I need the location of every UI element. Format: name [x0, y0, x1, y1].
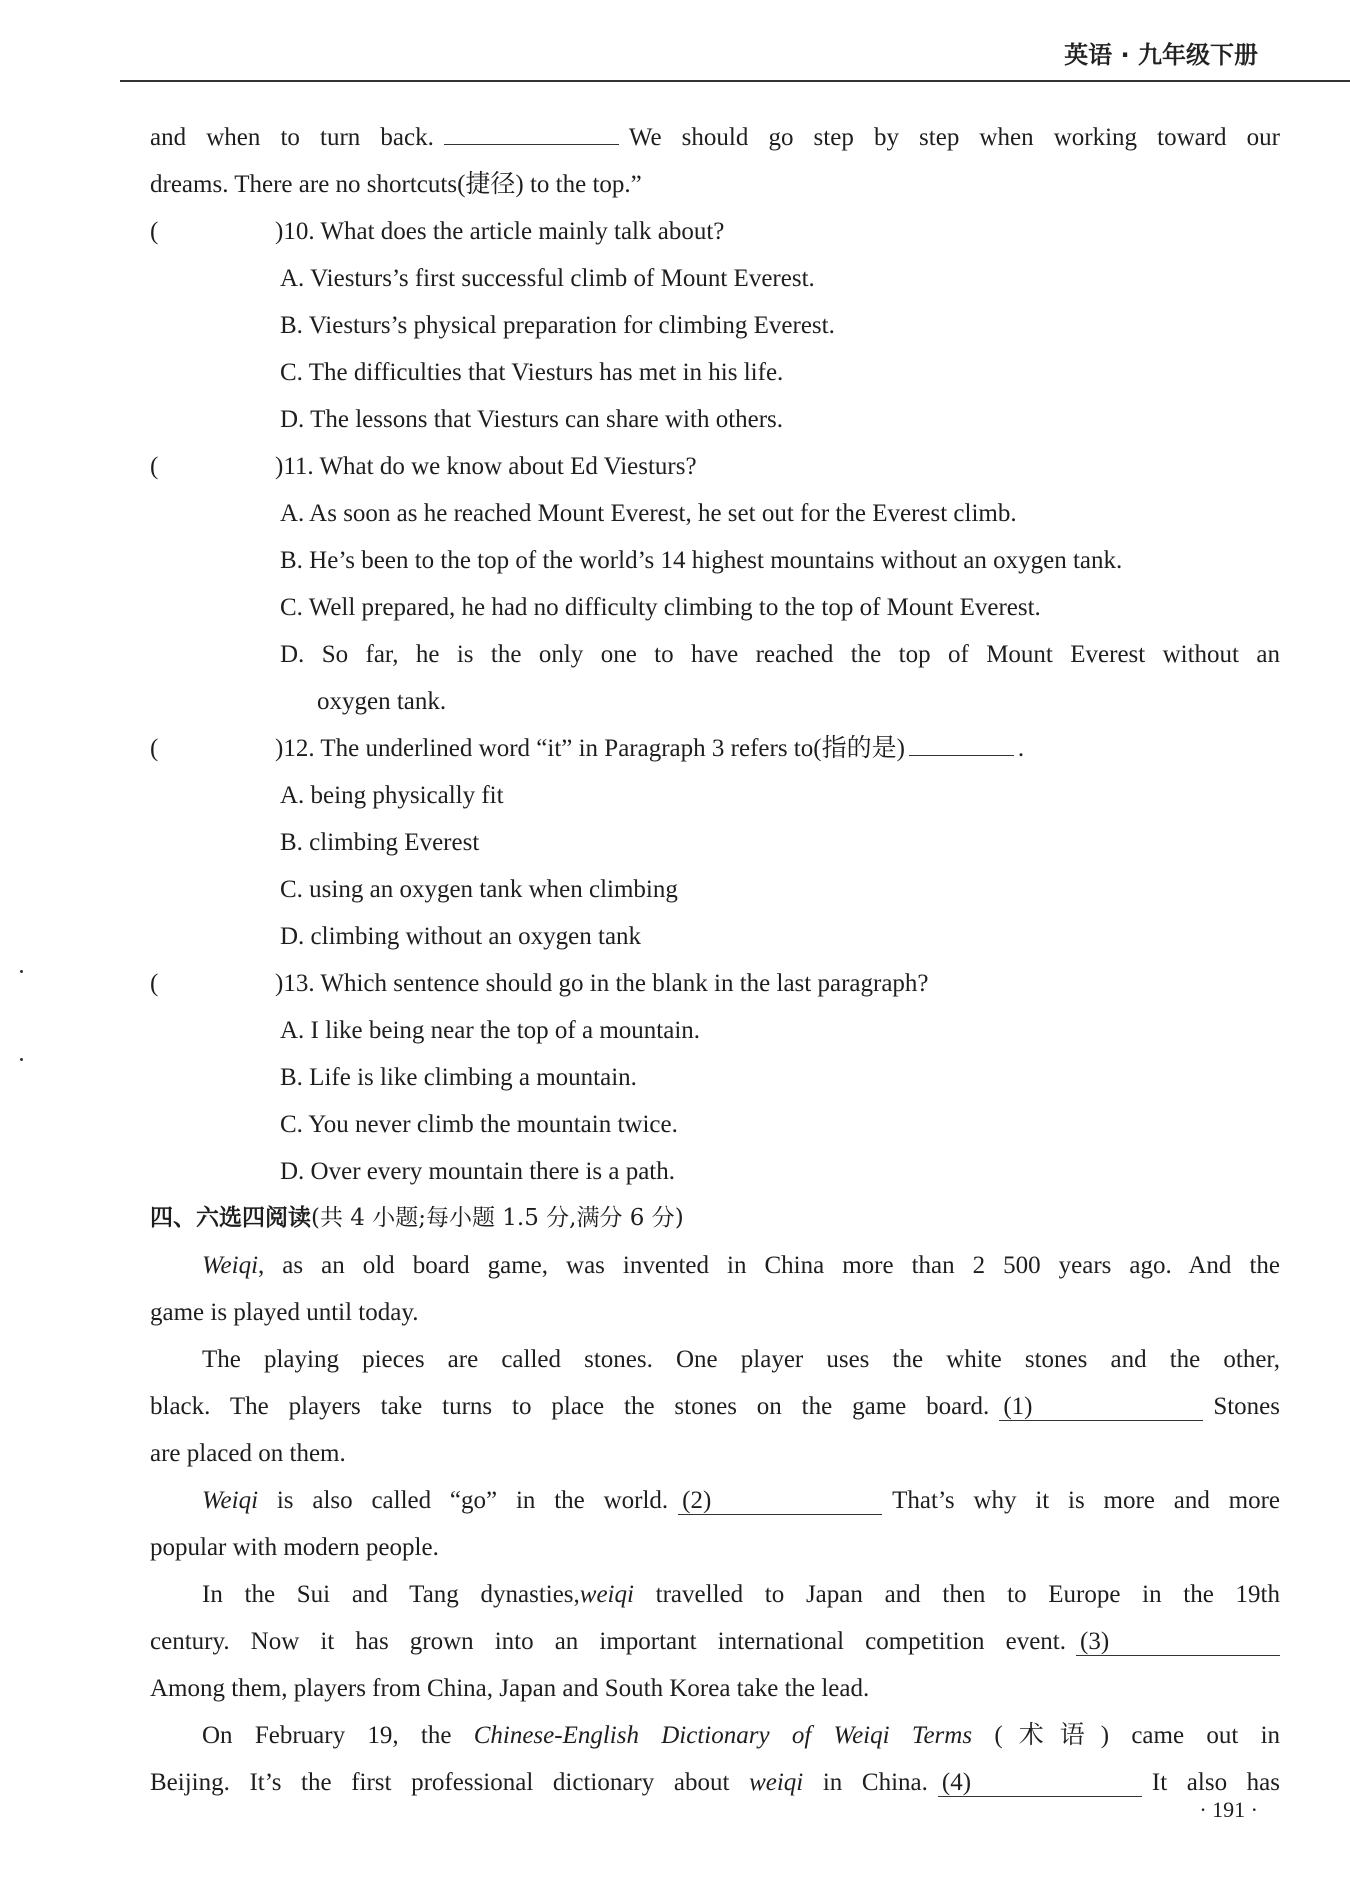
- answer-blank[interactable]: [444, 144, 619, 145]
- option-a: A. being physically fit: [280, 782, 504, 809]
- option-d: D. Over every mountain there is a path.: [280, 1158, 676, 1185]
- passage-line: and when to turn back. We should go step by step when working toward our: [150, 124, 1280, 151]
- option-b: B. climbing Everest: [280, 829, 480, 856]
- passage-line: dreams. There are no shortcuts(捷径) to the top.”: [150, 171, 642, 198]
- page-number: · 191 ·: [1199, 1797, 1258, 1822]
- paragraph-3-line-2: popular with modern people.: [150, 1534, 439, 1561]
- option-c: C. You never climb the mountain twice.: [280, 1111, 678, 1138]
- page-content: [150, 114, 1280, 1806]
- question-11: ( )11. What do we know about Ed Viesturs?: [150, 443, 1280, 490]
- paragraph-4: In the Sui and Tang dynasties,weiqi travelled to Japan and then to Europe in the 19th: [202, 1581, 1280, 1608]
- answer-blank[interactable]: [909, 755, 1014, 756]
- option-b: B. He’s been to the top of the world’s 14 highest mountains without an oxygen tank.: [280, 547, 1123, 574]
- paragraph-4-line-2: century. Now it has grown into an important international competition event. (3): [150, 1618, 1280, 1665]
- book-title: 英语 · 九年级下册: [1064, 41, 1258, 69]
- answer-bracket[interactable]: (: [150, 218, 159, 245]
- answer-bracket[interactable]: (: [150, 970, 159, 997]
- section-scoring: (共 4 小题;每小题 1.5 分,满分 6 分): [311, 1205, 684, 1231]
- option-b: B. Viesturs’s physical preparation for climbing Everest.: [280, 312, 835, 339]
- margin-mark: [20, 1058, 23, 1061]
- option-d: D. So far, he is the only one to have reached the top of Mount Everest without an: [280, 641, 1280, 668]
- paragraph-2: The playing pieces are called stones. One player uses the white stones and the other,: [202, 1346, 1280, 1373]
- answer-blank-4[interactable]: (4): [938, 1770, 1142, 1797]
- paragraph-5: On February 19, the Chinese-English Dictionary of Weiqi Terms (术语) came out in: [202, 1722, 1281, 1749]
- answer-blank-1[interactable]: (1): [999, 1394, 1203, 1421]
- question-12: ( )12. The underlined word “it” in Paragraph 3 refers to(指的是) .: [150, 725, 1280, 772]
- header-divider: [120, 80, 1350, 82]
- option-c: C. The difficulties that Viesturs has met in his life.: [280, 359, 784, 386]
- paragraph-1-line-2: game is played until today.: [150, 1299, 419, 1326]
- page-header: [0, 0, 1350, 84]
- option-a: A. I like being near the top of a mountain.: [280, 1017, 701, 1044]
- option-b: B. Life is like climbing a mountain.: [280, 1064, 637, 1091]
- paragraph-2-line-3: are placed on them.: [150, 1440, 346, 1467]
- paragraph-4-line-3: Among them, players from China, Japan and South Korea take the lead.: [150, 1675, 870, 1702]
- paragraph-2-line-2: black. The players take turns to place the stones on the game board. (1) Stones: [150, 1393, 1280, 1420]
- option-d: D. climbing without an oxygen tank: [280, 923, 642, 950]
- question-10: ( )10. What does the article mainly talk about?: [150, 208, 1280, 255]
- option-d: D. The lessons that Viesturs can share with others.: [280, 406, 784, 433]
- answer-bracket[interactable]: (: [150, 735, 159, 762]
- option-c: C. using an oxygen tank when climbing: [280, 876, 678, 903]
- answer-blank-2[interactable]: (2): [678, 1488, 882, 1515]
- paragraph-5-line-2: Beijing. It’s the first professional dictionary about weiqi in China. (4) It also has: [150, 1769, 1281, 1796]
- margin-mark: [20, 970, 23, 973]
- option-d-continued: oxygen tank.: [317, 688, 447, 715]
- paragraph-1: Weiqi, as an old board game, was invented in China more than 2 500 years ago. And the: [202, 1252, 1280, 1279]
- question-13: ( )13. Which sentence should go in the blank in the last paragraph?: [150, 960, 1280, 1007]
- option-c: C. Well prepared, he had no difficulty climbing to the top of Mount Everest.: [280, 594, 1041, 621]
- section-heading: 四、六选四阅读(共 4 小题;每小题 1.5 分,满分 6 分): [150, 1205, 684, 1231]
- option-a: A. Viesturs’s first successful climb of Mount Everest.: [280, 265, 815, 292]
- answer-blank-3[interactable]: (3): [1076, 1629, 1280, 1656]
- paragraph-3: Weiqi is also called “go” in the world. (2) That’s why it is more and more: [202, 1487, 1280, 1514]
- answer-bracket[interactable]: (: [150, 453, 159, 480]
- option-a: A. As soon as he reached Mount Everest, he set out for the Everest climb.: [280, 500, 1017, 527]
- dictionary-title: Chinese-English Dictionary of Weiqi Terms: [473, 1722, 973, 1749]
